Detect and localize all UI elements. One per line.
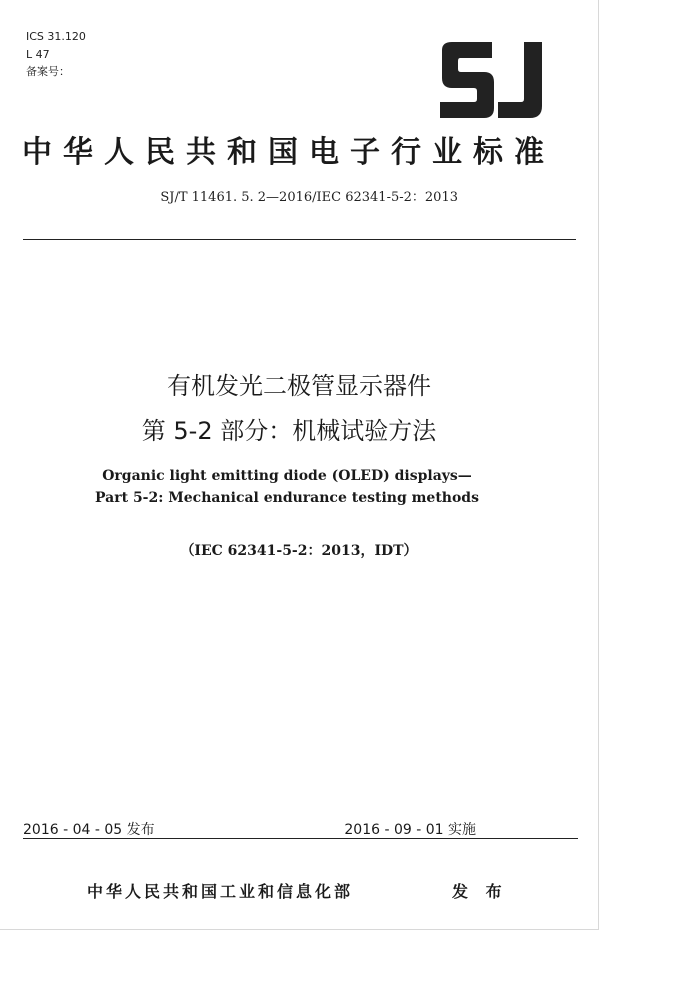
title-chinese-line-1: 有机发光二极管显示器件: [167, 372, 431, 400]
sj-logo: [434, 40, 549, 120]
bottom-divider: [23, 838, 578, 839]
classification-code: L 47: [26, 48, 50, 61]
sj-logo-s: [440, 42, 494, 118]
issue-action: 发 布: [452, 882, 508, 901]
record-number-label: 备案号：: [26, 65, 70, 78]
top-divider: [23, 239, 576, 240]
implementation-date: 2016 - 09 - 01 实施: [344, 822, 476, 838]
title-english-line-1: Organic light emitting diode (OLED) displays—: [102, 468, 472, 484]
title-chinese-line-2: 第 5-2 部分：机械试验方法: [141, 417, 437, 445]
issuing-authority: 中华人民共和国工业和信息化部: [87, 882, 354, 901]
issue-date: 2016 - 04 - 05 发布: [23, 822, 155, 838]
iec-identification: （IEC 62341-5-2：2013，IDT）: [180, 543, 418, 559]
ics-code: ICS 31.120: [26, 30, 86, 43]
sj-logo-j: [498, 42, 542, 118]
standard-number: SJ/T 11461. 5. 2—2016/IEC 62341-5-2：2013: [160, 190, 458, 205]
title-english-line-2: Part 5-2: Mechanical endurance testing methods: [95, 490, 479, 506]
organization-title: 中华人民共和国电子行业标准: [22, 135, 555, 170]
